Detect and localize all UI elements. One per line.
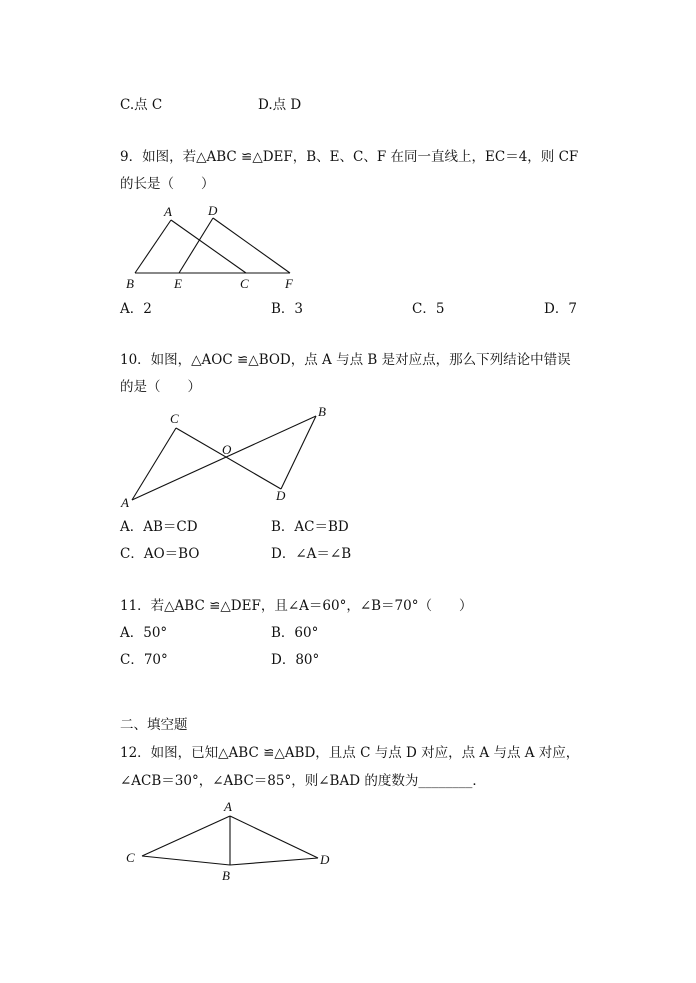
q10-label-o: O — [222, 442, 232, 457]
q9-option-a: A．2 — [120, 301, 152, 317]
q12-segment-bd — [230, 858, 318, 865]
q12-segment-ac — [142, 816, 230, 856]
q9-stem-line2: 的长是（ ） — [120, 176, 215, 192]
q12-label-b: B — [222, 868, 230, 883]
q9-label-e: E — [174, 276, 182, 291]
section-title-fill-in: 二、填空题 — [120, 717, 188, 733]
q9-segment-ac — [171, 220, 246, 273]
q10-label-c: C — [170, 411, 179, 426]
q10-label-b: B — [318, 404, 326, 419]
q10-label-a: A — [121, 495, 129, 510]
q12-stem-line2: ∠ACB＝30°，∠ABC＝85°，则∠BAD 的度数为________． — [120, 773, 486, 789]
q10-segment-ab — [132, 416, 316, 500]
q10-segment-ac — [132, 428, 176, 500]
q9-option-c: C．5 — [412, 301, 445, 317]
q12-label-d: D — [320, 852, 330, 867]
q12-figure — [142, 816, 318, 865]
q11-stem: 11．若△ABC ≌△DEF，且∠A＝60°，∠B＝70°（ ） — [120, 598, 473, 614]
q9-label-f: F — [285, 276, 293, 291]
q10-figure — [132, 416, 316, 500]
q8-option-d: D.点 D — [258, 97, 302, 113]
q8-option-c: C.点 C — [120, 97, 163, 113]
q10-segment-cd — [176, 428, 281, 489]
q12-stem-line1: 12．如图，已知△ABC ≌△ABD，且点 C 与点 D 对应，点 A 与点 A 对应， — [120, 745, 580, 761]
q9-label-a: A — [164, 204, 172, 219]
q9-triangles — [135, 218, 290, 273]
q11-option-b: B．60° — [271, 625, 319, 641]
q10-option-a: A．AB＝CD — [120, 519, 198, 535]
q9-segment-df — [213, 218, 290, 273]
q12-segment-ad — [230, 816, 318, 858]
q9-segment-ba — [135, 220, 171, 273]
q9-stem-line1: 9．如图，若△ABC ≌△DEF，B、E、C、F 在同一直线上，EC＝4，则 CF — [120, 149, 579, 165]
q10-stem-line2: 的是（ ） — [120, 379, 201, 395]
q12-segment-cb — [142, 856, 230, 865]
q9-option-d: D．7 — [544, 301, 577, 317]
q11-option-d: D．80° — [271, 652, 320, 668]
q10-option-d: D．∠A＝∠B — [271, 546, 352, 562]
q12-label-a: A — [224, 799, 232, 814]
q11-option-c: C．70° — [120, 652, 168, 668]
q10-option-b: B．AC＝BD — [271, 519, 349, 535]
q9-label-d: D — [208, 203, 218, 218]
q10-stem-line1: 10．如图，△AOC ≌△BOD，点 A 与点 B 是对应点，那么下列结论中错误 — [120, 352, 571, 368]
q10-option-c: C．AO＝BO — [120, 546, 200, 562]
q9-label-c: C — [240, 276, 249, 291]
q10-segment-bd — [281, 416, 316, 489]
q9-label-b: B — [126, 276, 134, 291]
q11-option-a: A．50° — [120, 625, 168, 641]
q10-label-d: D — [276, 488, 286, 503]
q12-label-c: C — [126, 850, 135, 865]
q9-option-b: B．3 — [271, 301, 304, 317]
